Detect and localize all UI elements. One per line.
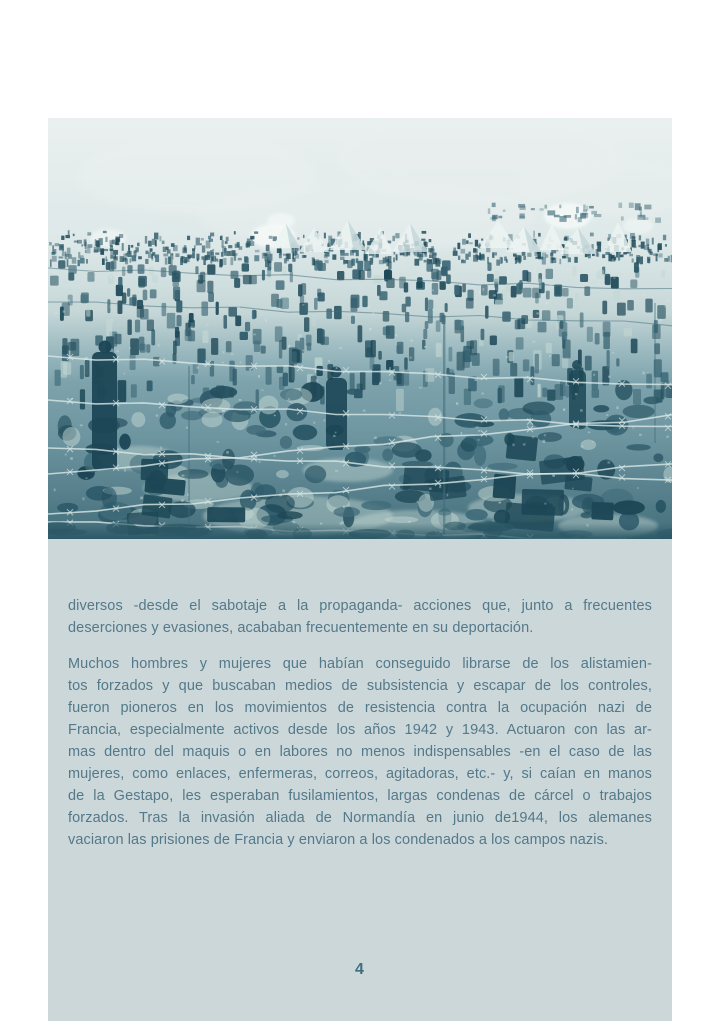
text-line: de la Gestapo, les esperaban fusilamientos, largas condenas de cárcel o trabajos [68,788,652,804]
text-line: mas dentro del maquis o en labores no menos indispensables -en el caso de las [68,744,652,760]
body-text [68,595,652,851]
text-line: Muchos hombres y mujeres que habían conseguido librarse de los alistamien- [68,656,652,672]
text-line: mujeres, como enlaces, enfermeras, correos, agitadoras, etc.- y, si caían en manos [68,766,652,782]
text-line: diversos -desde el sabotaje a la propaganda- acciones que, junto a frecuentes [68,598,652,614]
text-line: vaciaron las prisiones de Francia y enviaron a los condenados a los campos nazis. [68,832,609,848]
paragraph-2 [68,653,652,851]
text-line: deserciones y evasiones, acababan frecuentemente en su deportación. [68,620,534,636]
text-line: Francia, especialmente activos desde los años 1942 y 1943. Actuaron con las ar- [68,722,652,738]
text-line: fueron pioneros en los movimientos de resistencia contra la ocupación nazi de [68,700,652,716]
content-block [48,118,672,1021]
paragraph-1 [68,595,652,639]
text-line: tos forzados y que buscaban medios de subsistencia y escapar de los controles, [68,678,652,694]
camp-photo-svg [48,118,672,539]
text-line: forzados. Tras la invasión aliada de Normandía en junio de1944, los alemanes [68,810,652,826]
camp-photograph [48,118,672,539]
page-number: 4 [355,961,365,978]
